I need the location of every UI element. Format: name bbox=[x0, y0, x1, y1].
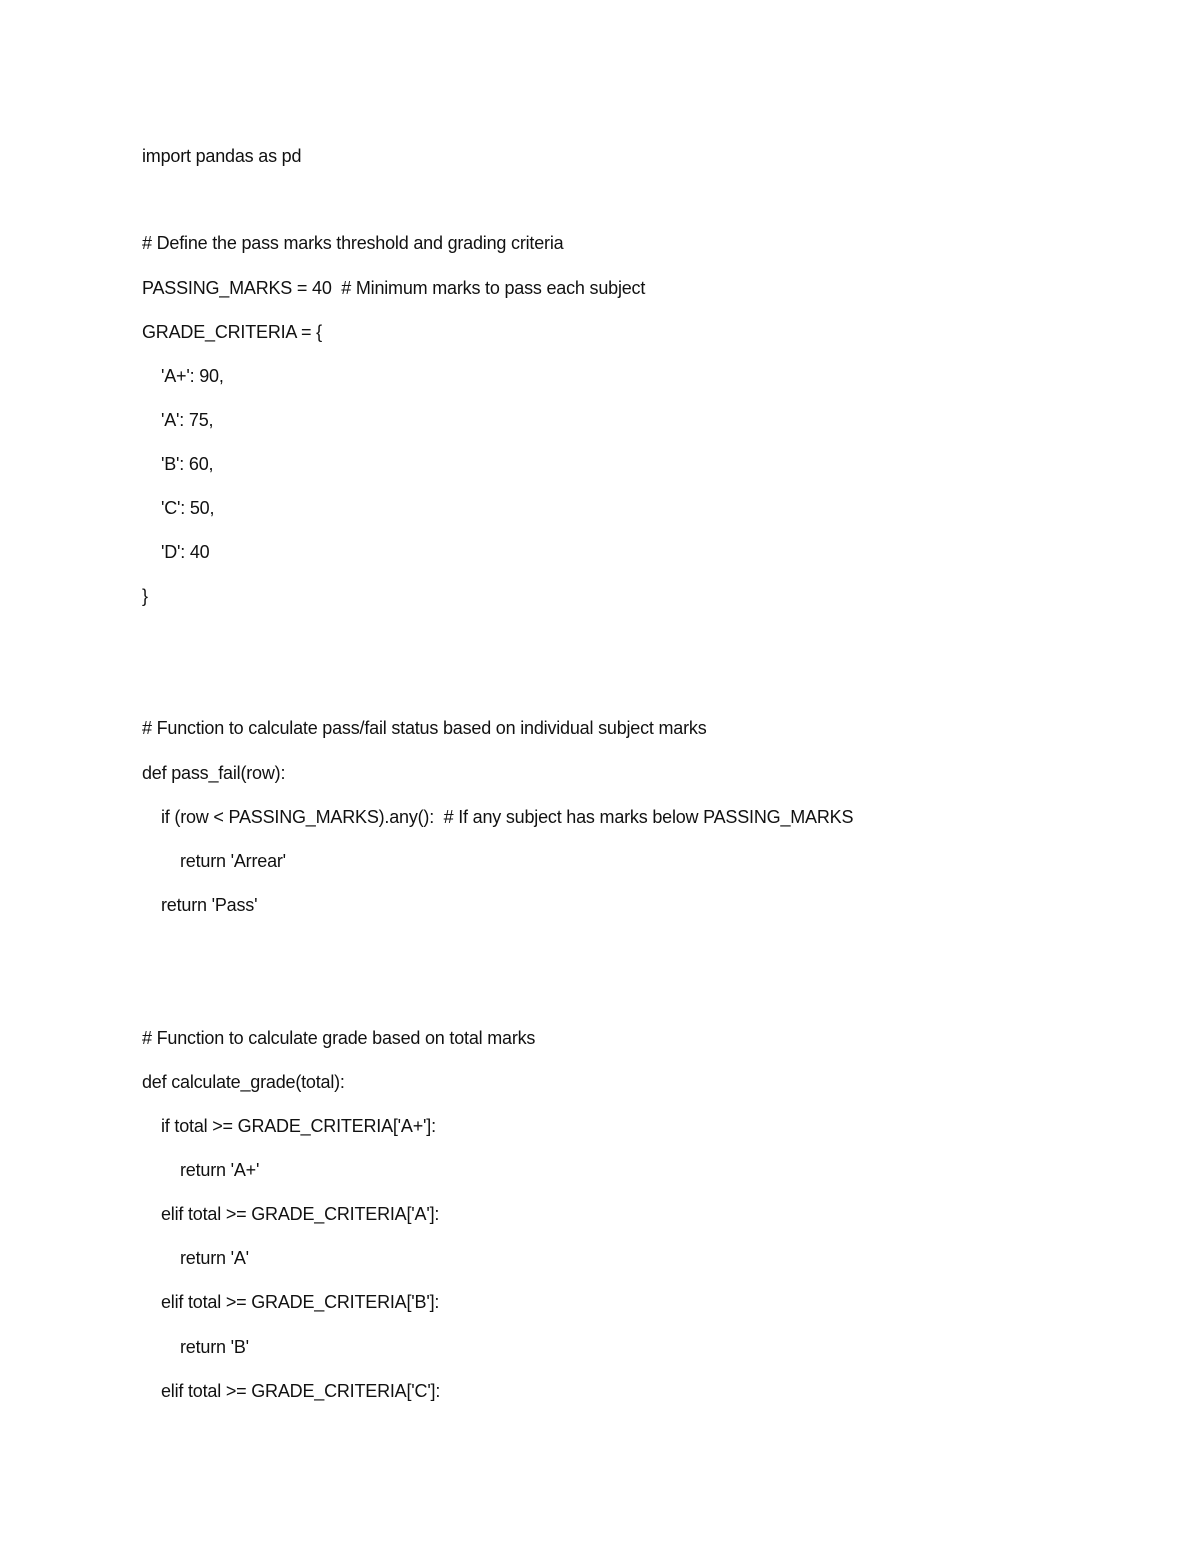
code-line: 'A+': 90, bbox=[161, 366, 224, 386]
code-line: PASSING_MARKS = 40 # Minimum marks to pass each subject bbox=[142, 278, 646, 298]
code-line: # Function to calculate grade based on total marks bbox=[142, 1028, 536, 1048]
code-line: if total >= GRADE_CRITERIA['A+']: bbox=[161, 1116, 436, 1136]
code-line: import pandas as pd bbox=[142, 146, 302, 166]
code-line: # Function to calculate pass/fail status based on individual subject marks bbox=[142, 718, 707, 738]
code-line: return 'Pass' bbox=[161, 895, 258, 915]
code-line: def calculate_grade(total): bbox=[142, 1072, 345, 1092]
code-line: } bbox=[142, 586, 148, 606]
code-line: elif total >= GRADE_CRITERIA['B']: bbox=[161, 1292, 440, 1312]
code-line: def pass_fail(row): bbox=[142, 763, 286, 783]
code-line: if (row < PASSING_MARKS).any(): # If any subject has marks below PASSING_MARKS bbox=[161, 807, 854, 827]
code-line: return 'A+' bbox=[180, 1160, 260, 1180]
code-line: 'D': 40 bbox=[161, 542, 210, 562]
code-line: return 'A' bbox=[180, 1248, 249, 1268]
code-line: GRADE_CRITERIA = { bbox=[142, 322, 322, 342]
code-line: 'B': 60, bbox=[161, 454, 214, 474]
code-line: 'C': 50, bbox=[161, 498, 215, 518]
code-line: return 'Arrear' bbox=[180, 851, 286, 871]
code-line: elif total >= GRADE_CRITERIA['C']: bbox=[161, 1381, 441, 1401]
code-line: 'A': 75, bbox=[161, 410, 214, 430]
code-line: elif total >= GRADE_CRITERIA['A']: bbox=[161, 1204, 440, 1224]
code-line: return 'B' bbox=[180, 1337, 249, 1357]
code-line: # Define the pass marks threshold and grading criteria bbox=[142, 233, 564, 253]
